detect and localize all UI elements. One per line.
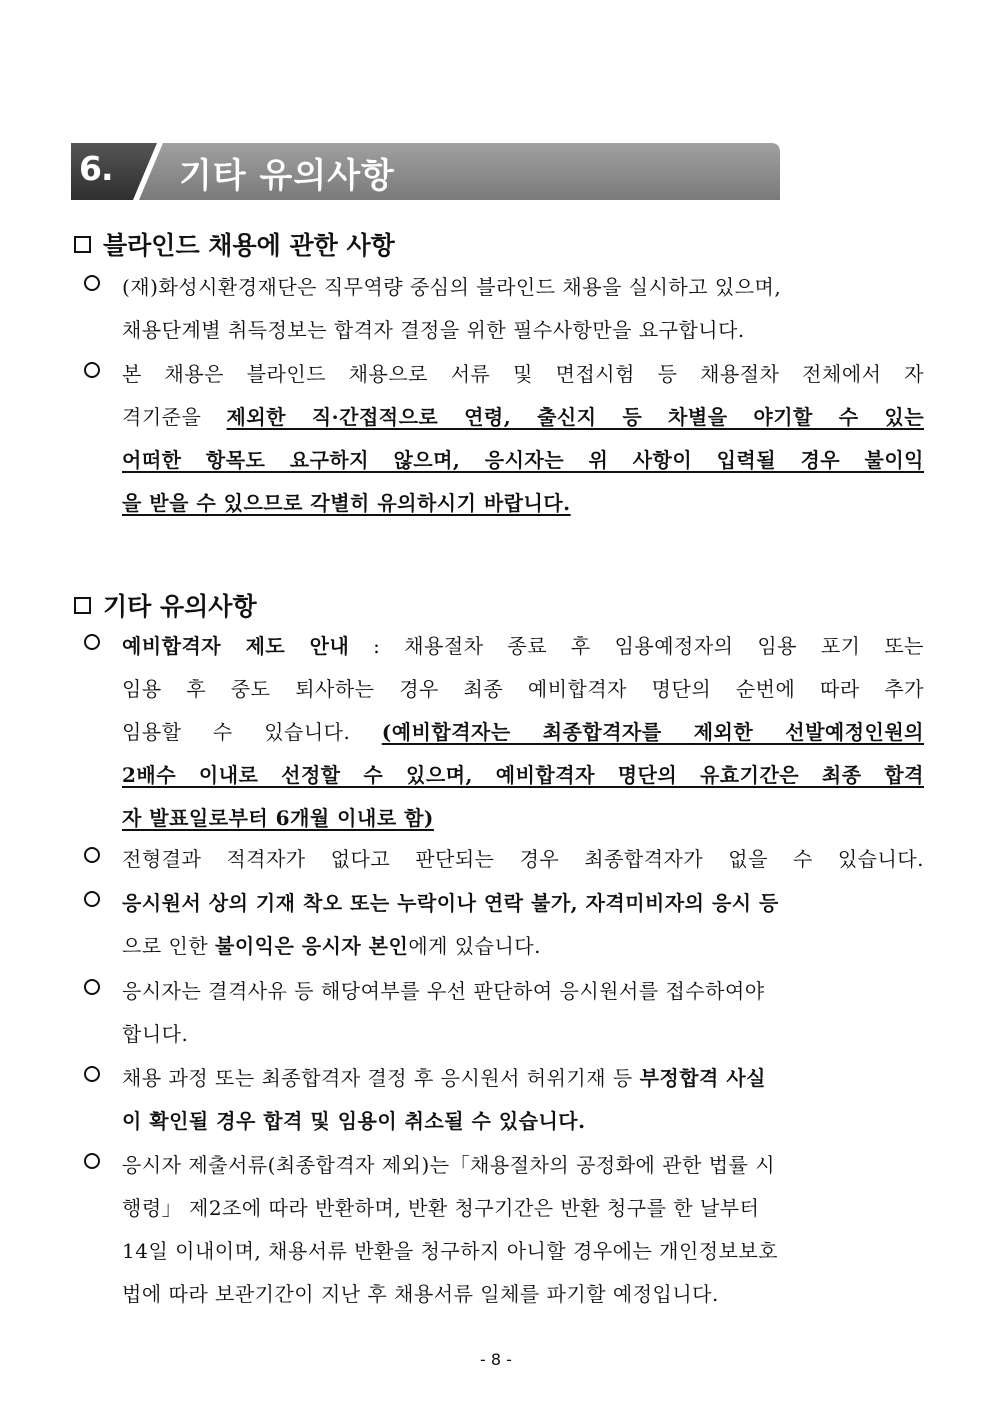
text-span: 채용 과정 또는 최종합격자 결정 후 응시원서 허위기재 등: [122, 1066, 640, 1090]
section-heading-notes: [74, 587, 257, 623]
emphasis-text: (예비합격자는 최종합격자를 제외한 선발예정인원의: [381, 720, 924, 744]
text-line: 채용단계별 취득정보는 합격자 결정을 위한 필수사항만을 요구합니다.: [122, 318, 745, 342]
emphasis-text: 2배수 이내로 선정할 수 있으며, 예비합격자 명단의 유효기간은 최종 합격: [122, 763, 924, 787]
circle-bullet-icon: [84, 1153, 100, 1169]
text-span: : 채용절차 종료 후 임용예정자의 임용 포기 또는: [349, 634, 924, 658]
bold-text: 예비합격자 제도 안내: [122, 634, 350, 658]
circle-bullet-icon: [84, 979, 100, 995]
banner-title: 기타 유의사항: [179, 156, 395, 196]
list-item: [84, 625, 924, 840]
text-line: [122, 1057, 924, 1100]
text-span: 격기준을: [122, 405, 227, 429]
emphasis-text: 어떠한 항목도 요구하지 않으며, 응시자는 위 사항이 입력될 경우 불이익: [122, 448, 924, 472]
circle-bullet-icon: [84, 847, 100, 863]
text-line: (재)화성시환경재단은 직무역량 중심의 블라인드 채용을 실시하고 있으며,: [122, 275, 782, 299]
emphasis-text: 자 발표일로부터 6개월 이내로 함): [122, 806, 434, 830]
checkbox-square-icon: [74, 597, 91, 614]
text-line: 임용 후 중도 퇴사하는 경우 최종 예비합격자 명단의 순번에 따라 추가: [122, 677, 924, 701]
text-line: 응시자는 결격사유 등 해당여부를 우선 판단하여 응시원서를 접수하여야: [122, 979, 765, 1003]
bold-text: 응시원서 상의 기재 착오 또는 누락이나 연락 불가, 자격미비자의 응시 등: [122, 891, 779, 915]
bold-text: 부정합격 사실: [639, 1066, 766, 1090]
text-line: [122, 925, 924, 968]
text-line: [122, 625, 924, 668]
circle-bullet-icon: [84, 634, 100, 650]
emphasis-text: 을 받을 수 있으므로 각별히 유의하시기 바랍니다.: [122, 491, 571, 515]
list-item: [84, 266, 924, 352]
list-item: [84, 1144, 924, 1316]
bold-text: 이 확인될 경우 합격 및 임용이 취소될 수 있습니다.: [122, 1109, 586, 1133]
list-item: [84, 1057, 924, 1143]
text-line: 법에 따라 보관기간이 지난 후 채용서류 일체를 파기할 예정입니다.: [122, 1282, 719, 1306]
section-heading-text: 블라인드 채용에 관한 사항: [103, 231, 395, 260]
text-line: 본 채용은 블라인드 채용으로 서류 및 면접시험 등 채용절차 전체에서 자: [122, 362, 924, 386]
list-item: [84, 353, 924, 525]
circle-bullet-icon: [84, 1066, 100, 1082]
text-line: [122, 396, 924, 439]
text-line: [122, 711, 924, 754]
text-span: 임용할 수 있습니다.: [122, 720, 382, 744]
list-item: [84, 882, 924, 968]
text-span: 에게 있습니다.: [408, 934, 541, 958]
section-heading-blind: [74, 226, 395, 262]
text-line: [122, 797, 924, 840]
text-line: 14일 이내이며, 채용서류 반환을 청구하지 아니할 경우에는 개인정보보호: [122, 1239, 779, 1263]
section-heading-text: 기타 유의사항: [103, 592, 257, 621]
text-line: 전형결과 적격자가 없다고 판단되는 경우 최종합격자가 없을 수 있습니다.: [122, 847, 924, 871]
bold-text: 불이익은 응시자 본인: [215, 934, 409, 958]
text-line: 합니다.: [122, 1022, 189, 1046]
banner-background: [71, 143, 780, 200]
text-line: 행령」 제2조에 따라 반환하며, 반환 청구기간은 반환 청구를 한 날부터: [122, 1196, 760, 1220]
list-item: [84, 970, 924, 1056]
circle-bullet-icon: [84, 275, 100, 291]
section-banner: [71, 143, 780, 200]
banner-number: 6.: [79, 149, 113, 188]
circle-bullet-icon: [84, 362, 100, 378]
emphasis-text: 제외한 직·간접적으로 연령, 출신지 등 차별을 야기할 수 있는: [226, 405, 925, 429]
text-line: 응시자 제출서류(최종합격자 제외)는「채용절차의 공정화에 관한 법률 시: [122, 1153, 776, 1177]
text-line: [122, 482, 924, 525]
circle-bullet-icon: [84, 891, 100, 907]
checkbox-square-icon: [74, 236, 91, 253]
page-number: - 8 -: [480, 1350, 512, 1369]
list-item: [84, 838, 924, 881]
text-span: 으로 인한: [122, 934, 215, 958]
